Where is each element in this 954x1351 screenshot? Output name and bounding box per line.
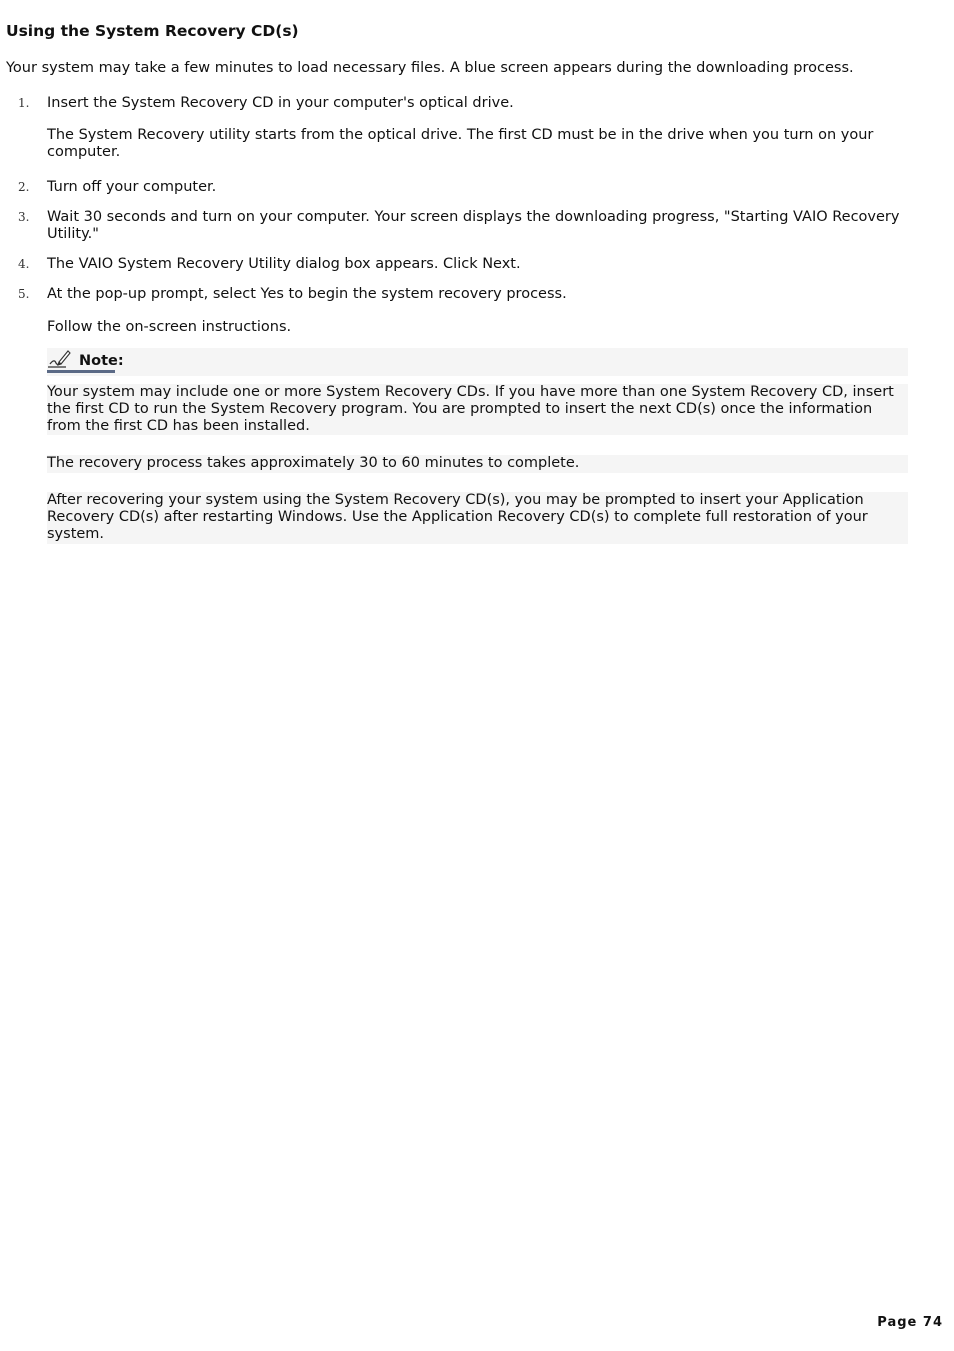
step-detail: The System Recovery utility starts from the optical drive. The first CD must be in the drive when you turn on your computer. (47, 127, 874, 160)
step-number: 4. (18, 257, 30, 271)
note-header (47, 348, 908, 376)
step-number: 2. (18, 180, 30, 194)
intro-paragraph: Your system may take a few minutes to load necessary files. A blue screen appears during the downloading process. (6, 60, 854, 76)
note-paragraph: The recovery process takes approximately 30 to 60 minutes to complete. (47, 455, 908, 473)
step-detail: Follow the on-screen instructions. (47, 319, 292, 335)
step-text: At the pop-up prompt, select Yes to begin the system recovery process. (47, 286, 567, 302)
step-text: Insert the System Recovery CD in your computer's optical drive. (47, 95, 514, 111)
note-paragraph: After recovering your system using the System Recovery CD(s), you may be prompted to insert your Application Recovery CD(s) after restarting Windows. Use the Application Recovery CD(s) to complete full restoration of your system. (47, 492, 908, 544)
step-number: 3. (18, 210, 30, 224)
step-text: Wait 30 seconds and turn on your computer. Your screen displays the downloading progress, "Starting VAIO Recovery Utility." (47, 209, 900, 242)
note-paragraph: Your system may include one or more System Recovery CDs. If you have more than one System Recovery CD, insert the first CD to run the System Recovery program. You are prompted to insert the next CD(s) once the information from the first CD has been installed. (47, 384, 908, 435)
page-number: Page 74 (877, 1315, 943, 1330)
note-underline (47, 370, 115, 373)
step-text: The VAIO System Recovery Utility dialog box appears. Click Next. (47, 256, 521, 272)
pencil-note-icon (47, 348, 71, 370)
page-title: Using the System Recovery CD(s) (6, 22, 299, 40)
step-number: 1. (18, 96, 30, 110)
note-label: Note: (79, 353, 124, 369)
step-number: 5. (18, 287, 30, 301)
step-text: Turn off your computer. (47, 179, 217, 195)
